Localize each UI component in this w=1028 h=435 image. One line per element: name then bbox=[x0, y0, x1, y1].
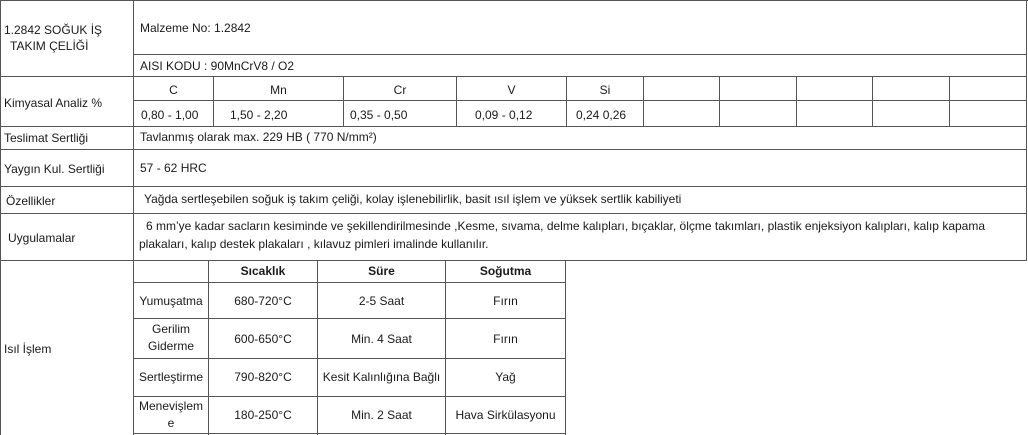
usage-hardness-label: Yaygın Kul. Sertliği bbox=[4, 162, 105, 176]
element-header: C bbox=[169, 83, 178, 97]
features-label: Özellikler bbox=[6, 194, 56, 208]
heat-process: Sertleştirme bbox=[138, 370, 203, 384]
row-line bbox=[0, 260, 1027, 261]
row-line bbox=[0, 213, 1027, 214]
element-value: 0,80 - 1,00 bbox=[141, 108, 199, 122]
element-header: Cr bbox=[393, 83, 407, 97]
row-line bbox=[133, 54, 1027, 55]
material-number: Malzeme No: 1.2842 bbox=[140, 21, 251, 35]
element-header: Si bbox=[599, 83, 611, 97]
heat-temperature: 180-250°C bbox=[234, 408, 292, 422]
table-border-left bbox=[0, 0, 1, 435]
heat-process: e bbox=[167, 416, 175, 430]
heat-process: Menevişlem bbox=[138, 399, 204, 413]
heat-table-line bbox=[133, 396, 566, 397]
heat-header-temperature: Sıcaklık bbox=[240, 264, 286, 278]
heat-table-line bbox=[133, 433, 566, 434]
heat-header-cooling: Soğutma bbox=[479, 264, 532, 278]
heat-table-line bbox=[133, 282, 566, 283]
usage-hardness-value: 57 - 62 HRC bbox=[140, 161, 207, 175]
heat-header-duration: Süre bbox=[368, 264, 395, 278]
delivery-hardness-label: Teslimat Sertliği bbox=[4, 131, 89, 145]
element-value: 1,50 - 2,20 bbox=[230, 108, 288, 122]
chem-column-line bbox=[796, 76, 797, 126]
element-header: Mn bbox=[270, 83, 287, 97]
row-line bbox=[0, 126, 1027, 127]
heat-cooling: Fırın bbox=[493, 294, 518, 308]
heat-cooling: Fırın bbox=[493, 332, 518, 346]
row-line bbox=[133, 100, 1027, 101]
chemical-analysis-label: Kimyasal Analiz % bbox=[4, 96, 103, 110]
heat-table-line bbox=[565, 260, 566, 435]
heat-duration: Min. 2 Saat bbox=[351, 408, 412, 422]
chem-column-line bbox=[719, 76, 720, 126]
row-line bbox=[0, 149, 1027, 150]
product-name-line2: TAKIM ÇELİĞİ bbox=[10, 39, 89, 53]
applications-line1: 6 mm’ye kadar sacların kesiminde ve şekillendirilmesinde ,Kesme, sıvama, delme kalıpları, bıçaklar, ölçme takımları, plastik enjeksiyon kalıpları, kalıp kapama bbox=[146, 219, 986, 233]
element-header: V bbox=[507, 83, 516, 97]
heat-process: Yumuşatma bbox=[139, 294, 203, 308]
chem-column-line bbox=[949, 76, 950, 126]
chem-column-line bbox=[643, 76, 644, 126]
table-border-top bbox=[0, 0, 1028, 1]
table-border-right bbox=[1026, 0, 1027, 260]
row-line bbox=[0, 186, 1027, 187]
heat-table-line bbox=[133, 358, 566, 359]
heat-process: Gerilim bbox=[152, 322, 190, 336]
product-name-line1: 1.2842 SOĞUK İŞ bbox=[4, 23, 103, 37]
heat-cooling: Hava Sirkülasyonu bbox=[455, 408, 556, 422]
heat-cooling: Yağ bbox=[495, 370, 516, 384]
heat-temperature: 790-820°C bbox=[234, 370, 292, 384]
aisi-code: AISI KODU : 90MnCrV8 / O2 bbox=[140, 59, 295, 73]
element-value: 0,09 - 0,12 bbox=[475, 108, 533, 122]
heat-treatment-label: Isıl İşlem bbox=[4, 342, 52, 356]
applications-line2: plakaları, kalıp destek plakaları , kılavuz pimleri imalinde kullanılır. bbox=[139, 237, 489, 251]
heat-duration: Kesit Kalınlığına Bağlı bbox=[322, 370, 441, 384]
delivery-hardness-value: Tavlanmış olarak max. 229 HB ( 770 N/mm²) bbox=[140, 130, 377, 144]
heat-duration: Min. 4 Saat bbox=[351, 332, 412, 346]
heat-table-line bbox=[133, 318, 566, 319]
heat-process: Giderme bbox=[147, 339, 194, 353]
element-value: 0,35 - 0,50 bbox=[350, 108, 408, 122]
applications-label: Uygulamalar bbox=[8, 231, 76, 245]
features-value: Yağda sertleşebilen soğuk iş takım çeliği, kolay işlenebilirlik, basit ısıl işlem ve yüksek sertlik kabiliyeti bbox=[144, 192, 682, 206]
label-column-divider bbox=[133, 0, 134, 262]
heat-temperature: 600-650°C bbox=[234, 332, 292, 346]
element-value: 0,24 0,26 bbox=[576, 108, 627, 122]
heat-duration: 2-5 Saat bbox=[358, 294, 405, 308]
heat-temperature: 680-720°C bbox=[234, 294, 292, 308]
chem-column-line bbox=[872, 76, 873, 126]
